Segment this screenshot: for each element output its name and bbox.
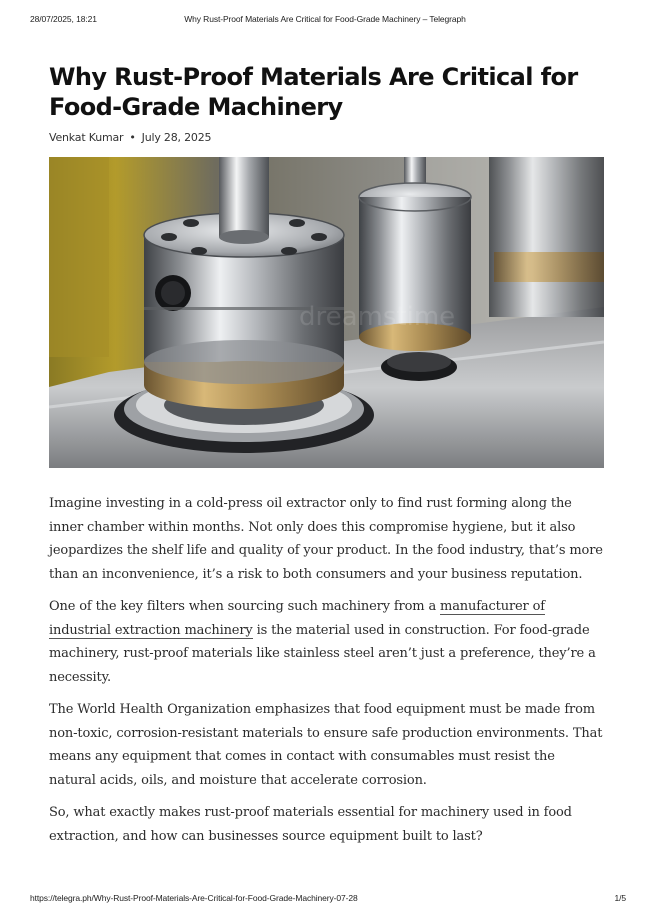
print-page-title: Why Rust-Proof Materials Are Critical for Food-Grade Machinery – Telegraph bbox=[184, 14, 466, 24]
byline bbox=[49, 131, 605, 147]
svg-text:dreamstime: dreamstime bbox=[299, 302, 456, 332]
print-page-indicator: 1/5 bbox=[614, 893, 626, 903]
article-body bbox=[49, 492, 605, 848]
print-datetime: 28/07/2025, 18:21 bbox=[30, 14, 97, 24]
manufacturer-link[interactable]: manufacturer of industrial extraction machinery bbox=[49, 599, 545, 638]
paragraph-2 bbox=[49, 595, 605, 689]
article-hero-image bbox=[49, 157, 604, 468]
article-title: Why Rust-Proof Materials Are Critical for Food-Grade Machinery bbox=[49, 63, 578, 121]
article bbox=[49, 62, 605, 857]
print-header bbox=[0, 14, 650, 26]
print-url: https://telegra.ph/Why-Rust-Proof-Materials-Are-Critical-for-Food-Grade-Machinery-07-28 bbox=[30, 893, 358, 903]
paragraph-2-text-before: One of the key filters when sourcing such machinery from a bbox=[49, 599, 441, 614]
paragraph-4: So, what exactly makes rust-proof materials essential for machinery used in food extraction, and how can businesses source equipment built to last? bbox=[49, 805, 572, 844]
print-footer bbox=[0, 893, 650, 905]
byline-separator: • bbox=[129, 131, 136, 144]
machinery-photo bbox=[49, 157, 604, 468]
author-name[interactable]: Venkat Kumar bbox=[49, 131, 124, 144]
paragraph-1: Imagine investing in a cold-press oil extractor only to find rust forming along the inner chamber within months. Not only does this compromise hygiene, but it also jeopardizes the shelf life and quality of your product. In the food industry, that’s more than an inconvenience, it’s a risk to both consumers and your business reputation. bbox=[49, 496, 603, 582]
paragraph-2-text-after: is the material used in construction. For food-grade machinery, rust-proof materials like stainless steel aren’t just a preference, they’re a necessity. bbox=[49, 622, 596, 685]
publish-date: July 28, 2025 bbox=[141, 131, 212, 144]
paragraph-3: The World Health Organization emphasizes that food equipment must be made from non-toxic, corrosion-resistant materials to ensure safe production environments. That means any equipment that comes in contact with consumables must resist the natural acids, oils, and moisture that accelerate corrosion. bbox=[49, 702, 603, 788]
